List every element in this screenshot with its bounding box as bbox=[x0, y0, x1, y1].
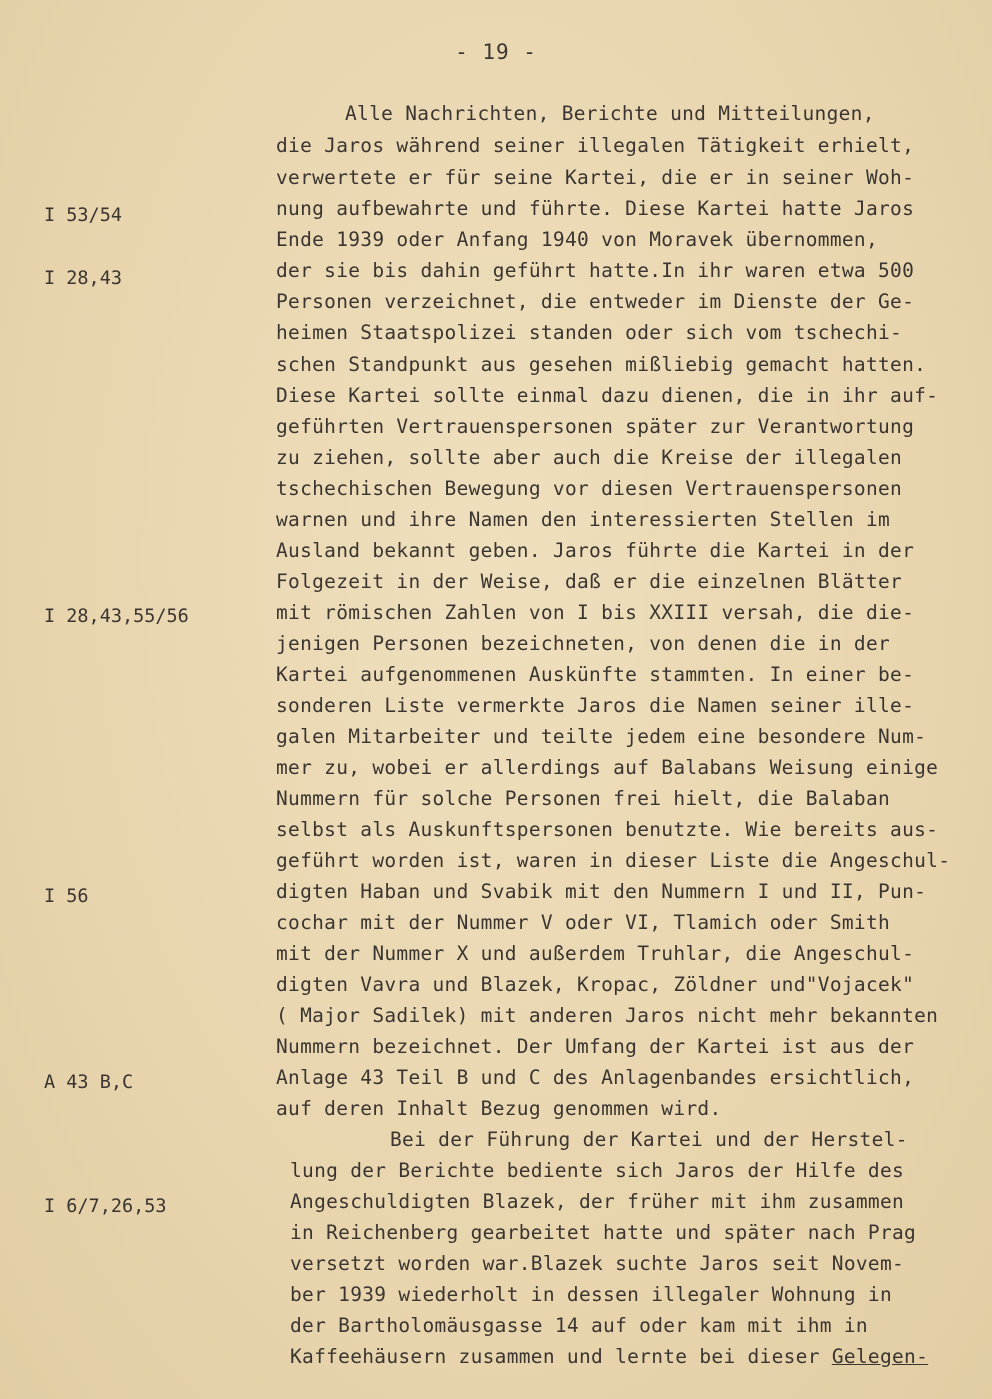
text-line: Ende 1939 oder Anfang 1940 von Moravek übernommen, bbox=[276, 228, 878, 251]
text-line-main: Kaffeehäusern zusammen und lernte bei dieser bbox=[290, 1345, 820, 1368]
text-line: heimen Staatspolizei standen oder sich vom tschechi- bbox=[276, 321, 903, 344]
text-line: geführten Vertrauenspersonen später zur Verantwortung bbox=[276, 415, 915, 438]
text-line: sonderen Liste vermerkte Jaros die Namen seiner ille- bbox=[276, 694, 915, 717]
text-line: mer zu, wobei er allerdings auf Balabans Weisung einige bbox=[276, 756, 939, 779]
text-line: Folgezeit in der Weise, daß er die einzelnen Blätter bbox=[276, 570, 903, 593]
text-line: ( Major Sadilek) mit anderen Jaros nicht mehr bekannten bbox=[276, 1004, 939, 1027]
text-line: jenigen Personen bezeichneten, von denen die in der bbox=[276, 632, 891, 655]
text-line: warnen und ihre Namen den interessierten Stellen im bbox=[276, 508, 891, 531]
text-line: Nummern bezeichnet. Der Umfang der Kartei ist aus der bbox=[276, 1035, 915, 1058]
page-number: - 19 - bbox=[455, 40, 537, 64]
text-line: nung aufbewahrte und führte. Diese Kartei hatte Jaros bbox=[276, 197, 915, 220]
margin-reference: A 43 B,C bbox=[44, 1072, 134, 1093]
hyphenated-word-underlined: Gelegen- bbox=[831, 1345, 929, 1368]
text-line: versetzt worden war.Blazek suchte Jaros seit Novem- bbox=[290, 1252, 905, 1275]
text-line: Anlage 43 Teil B und C des Anlagenbandes ersichtlich, bbox=[276, 1066, 915, 1089]
text-line: auf deren Inhalt Bezug genommen wird. bbox=[276, 1097, 722, 1120]
text-line: Diese Kartei sollte einmal dazu dienen, die in ihr auf- bbox=[276, 384, 939, 407]
text-line: lung der Berichte bediente sich Jaros der Hilfe des bbox=[290, 1159, 905, 1182]
text-line: geführt worden ist, waren in dieser Liste die Angeschul- bbox=[276, 849, 951, 872]
text-line: tschechischen Bewegung vor diesen Vertrauenspersonen bbox=[276, 477, 903, 500]
text-line: der Bartholomäusgasse 14 auf oder kam mit ihm in bbox=[290, 1314, 868, 1337]
text-line bbox=[290, 1345, 928, 1368]
text-line: zu ziehen, sollte aber auch die Kreise der illegalen bbox=[276, 446, 903, 469]
text-line: schen Standpunkt aus gesehen mißliebig gemacht hatten. bbox=[276, 353, 927, 376]
text-line: Personen verzeichnet, die entweder im Dienste der Ge- bbox=[276, 290, 915, 313]
text-line: Angeschuldigten Blazek, der früher mit ihm zusammen bbox=[290, 1190, 905, 1213]
text-line: cochar mit der Nummer V oder VI, Tlamich oder Smith bbox=[276, 911, 891, 934]
text-line: digten Haban und Svabik mit den Nummern I und II, Pun- bbox=[276, 880, 927, 903]
margin-reference: I 6/7,26,53 bbox=[44, 1196, 167, 1217]
text-line: Bei der Führung der Kartei und der Herstel- bbox=[390, 1128, 908, 1151]
text-line: Ausland bekannt geben. Jaros führte die Kartei in der bbox=[276, 539, 915, 562]
text-line: Alle Nachrichten, Berichte und Mitteilungen, bbox=[345, 102, 875, 125]
text-line: ber 1939 wiederholt in dessen illegaler Wohnung in bbox=[290, 1283, 892, 1306]
text-line: Nummern für solche Personen frei hielt, die Balaban bbox=[276, 787, 891, 810]
margin-reference: I 28,43 bbox=[44, 268, 122, 289]
text-line: selbst als Auskunftspersonen benutzte. Wie bereits aus- bbox=[276, 818, 939, 841]
text-line: mit der Nummer X und außerdem Truhlar, die Angeschul- bbox=[276, 942, 915, 965]
text-line: die Jaros während seiner illegalen Tätigkeit erhielt, bbox=[276, 134, 915, 157]
text-line: galen Mitarbeiter und teilte jedem eine besondere Num- bbox=[276, 725, 927, 748]
margin-reference: I 28,43,55/56 bbox=[44, 606, 189, 627]
text-line: digten Vavra und Blazek, Kropac, Zöldner und"Vojacek" bbox=[276, 973, 915, 996]
text-line: der sie bis dahin geführt hatte.In ihr waren etwa 500 bbox=[276, 259, 915, 282]
margin-reference: I 56 bbox=[44, 886, 89, 907]
text-line: mit römischen Zahlen von I bis XXIII versah, die die- bbox=[276, 601, 915, 624]
text-line: verwertete er für seine Kartei, die er in seiner Woh- bbox=[276, 166, 915, 189]
margin-reference: I 53/54 bbox=[44, 205, 122, 226]
text-line: Kartei aufgenommenen Auskünfte stammten. In einer be- bbox=[276, 663, 915, 686]
text-line: in Reichenberg gearbeitet hatte und später nach Prag bbox=[290, 1221, 917, 1244]
